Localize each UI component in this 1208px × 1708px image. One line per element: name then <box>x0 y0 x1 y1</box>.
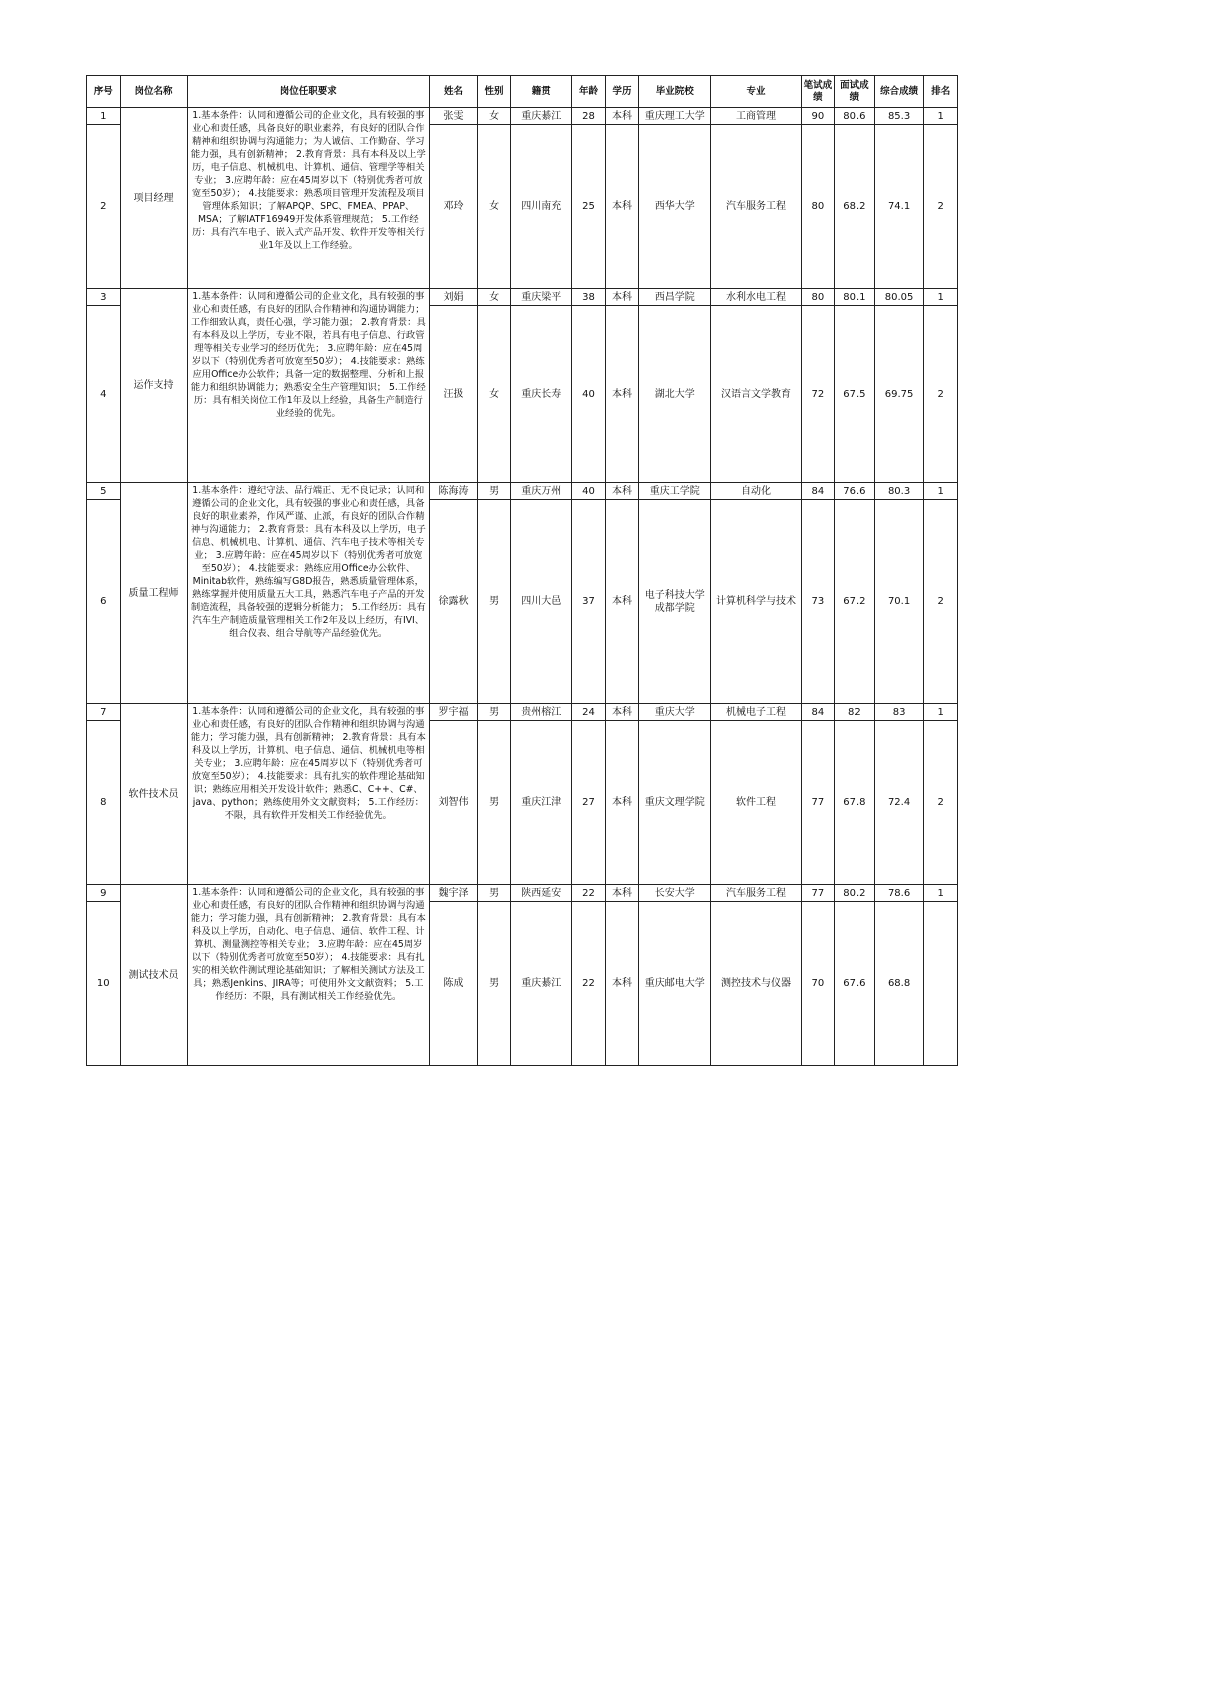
interview-score: 67.8 <box>835 721 875 885</box>
candidate-name: 汪扱 <box>430 306 478 483</box>
candidate-origin: 重庆江津 <box>511 721 572 885</box>
candidate-school: 西昌学院 <box>639 289 711 306</box>
row-no: 1 <box>87 108 121 125</box>
candidate-major: 汉语言文学教育 <box>711 306 801 483</box>
header-rank: 排名 <box>924 76 958 108</box>
interview-score: 80.6 <box>835 108 875 125</box>
interview-score: 67.2 <box>835 500 875 704</box>
header-major: 专业 <box>711 76 801 108</box>
written-score: 84 <box>801 704 835 721</box>
candidate-age: 25 <box>572 125 606 289</box>
written-score: 77 <box>801 721 835 885</box>
written-score: 90 <box>801 108 835 125</box>
candidate-age: 37 <box>572 500 606 704</box>
interview-score: 80.2 <box>835 885 875 902</box>
written-score: 72 <box>801 306 835 483</box>
rank: 1 <box>924 483 958 500</box>
candidate-gender: 男 <box>477 704 511 721</box>
candidate-gender: 女 <box>477 306 511 483</box>
row-no: 8 <box>87 721 121 885</box>
candidate-school: 西华大学 <box>639 125 711 289</box>
rank: 2 <box>924 125 958 289</box>
candidate-name: 魏宇泽 <box>430 885 478 902</box>
candidate-major: 汽车服务工程 <box>711 125 801 289</box>
table-row <box>87 289 958 306</box>
candidate-origin: 四川南充 <box>511 125 572 289</box>
candidate-origin: 重庆梁平 <box>511 289 572 306</box>
rank: 1 <box>924 704 958 721</box>
total-score: 80.3 <box>874 483 924 500</box>
candidate-school: 重庆文理学院 <box>639 721 711 885</box>
interview-score: 76.6 <box>835 483 875 500</box>
candidate-gender: 男 <box>477 902 511 1066</box>
row-no: 10 <box>87 902 121 1066</box>
rank <box>924 902 958 1066</box>
candidate-age: 38 <box>572 289 606 306</box>
candidate-age: 40 <box>572 483 606 500</box>
candidate-major: 水利水电工程 <box>711 289 801 306</box>
candidate-major: 自动化 <box>711 483 801 500</box>
position-requirements: 1.基本条件：遵纪守法、品行端正、无不良记录；认同和遵循公司的企业文化，具有较强的事业心和责任感，具备良好的职业素养，作风严谨、止派，有良好的团队合作精神与沟通能力； 2.教育背景：具有本科及以上学历，电子信息、机械机电、计算机、通信、汽车电子技术等相关专业； 3.应聘年龄：应在45周岁以下（特别优秀者可放宽至50岁）； 4.技能要求：熟练应用Office办公软件、Minitab软件，熟练编写G8D报告，熟悉质量管理体系，熟练掌握并使用质量五大工具，熟悉汽车电子产品的开发制造流程，具备较强的逻辑分析能力； 5.工作经历：具有汽车生产制造质量管理相关工作2年及以上经历，有IVI、组合仪表、组合导航等产品经验优先。 <box>187 483 430 704</box>
candidate-degree: 本科 <box>605 902 639 1066</box>
row-no: 5 <box>87 483 121 500</box>
candidate-major: 测控技术与仪器 <box>711 902 801 1066</box>
candidate-school: 重庆大学 <box>639 704 711 721</box>
candidate-major: 工商管理 <box>711 108 801 125</box>
position-requirements: 1.基本条件：认同和遵循公司的企业文化，具有较强的事业心和责任感，有良好的团队合作精神和组织协调与沟通能力；学习能力强，具有创新精神； 2.教育背景：具有本科及以上学历，自动化、电子信息、通信、软件工程、计算机、测量测控等相关专业； 3.应聘年龄：应在45周岁以下（特别优秀者可放宽至50岁）； 4.技能要求：具有扎实的相关软件测试理论基础知识；了解相关测试方法及工具；熟悉Jenkins、JIRA等；可使用外文文献资料； 5.工作经历：不限，具有测试相关工作经验优先。 <box>187 885 430 1066</box>
total-score: 83 <box>874 704 924 721</box>
header-position: 岗位名称 <box>120 76 187 108</box>
written-score: 84 <box>801 483 835 500</box>
interview-score: 67.5 <box>835 306 875 483</box>
candidate-origin: 重庆长寿 <box>511 306 572 483</box>
header-name: 姓名 <box>430 76 478 108</box>
position-title: 运作支持 <box>120 289 187 483</box>
candidate-school: 湖北大学 <box>639 306 711 483</box>
total-score: 69.75 <box>874 306 924 483</box>
written-score: 77 <box>801 885 835 902</box>
candidate-major: 汽车服务工程 <box>711 885 801 902</box>
candidate-degree: 本科 <box>605 125 639 289</box>
candidate-name: 陈海涛 <box>430 483 478 500</box>
candidate-gender: 男 <box>477 483 511 500</box>
candidate-degree: 本科 <box>605 721 639 885</box>
candidate-name: 邓玲 <box>430 125 478 289</box>
row-no: 3 <box>87 289 121 306</box>
candidate-origin: 重庆万州 <box>511 483 572 500</box>
header-written-score: 笔试成绩 <box>801 76 835 108</box>
candidate-age: 22 <box>572 902 606 1066</box>
row-no: 7 <box>87 704 121 721</box>
candidate-name: 陈成 <box>430 902 478 1066</box>
written-score: 70 <box>801 902 835 1066</box>
total-score: 68.8 <box>874 902 924 1066</box>
row-no: 2 <box>87 125 121 289</box>
candidate-name: 罗宇福 <box>430 704 478 721</box>
row-no: 9 <box>87 885 121 902</box>
table-row <box>87 483 958 500</box>
candidate-degree: 本科 <box>605 483 639 500</box>
candidate-degree: 本科 <box>605 289 639 306</box>
written-score: 73 <box>801 500 835 704</box>
candidate-gender: 女 <box>477 108 511 125</box>
candidate-name: 刘智伟 <box>430 721 478 885</box>
rank: 2 <box>924 306 958 483</box>
candidate-age: 27 <box>572 721 606 885</box>
candidate-school: 长安大学 <box>639 885 711 902</box>
written-score: 80 <box>801 125 835 289</box>
table-row <box>87 885 958 902</box>
interview-score: 82 <box>835 704 875 721</box>
header-age: 年龄 <box>572 76 606 108</box>
candidate-degree: 本科 <box>605 885 639 902</box>
interview-score: 80.1 <box>835 289 875 306</box>
header-interview-score: 面试成绩 <box>835 76 875 108</box>
table-row <box>87 108 958 125</box>
candidate-name: 张雯 <box>430 108 478 125</box>
candidate-degree: 本科 <box>605 108 639 125</box>
candidate-age: 28 <box>572 108 606 125</box>
total-score: 78.6 <box>874 885 924 902</box>
header-total-score: 综合成绩 <box>874 76 924 108</box>
candidate-major: 机械电子工程 <box>711 704 801 721</box>
candidate-origin: 陕西延安 <box>511 885 572 902</box>
candidate-degree: 本科 <box>605 306 639 483</box>
candidate-age: 22 <box>572 885 606 902</box>
table-row <box>87 704 958 721</box>
candidate-school: 重庆工学院 <box>639 483 711 500</box>
candidate-major: 计算机科学与技术 <box>711 500 801 704</box>
candidate-age: 40 <box>572 306 606 483</box>
row-no: 6 <box>87 500 121 704</box>
header-degree: 学历 <box>605 76 639 108</box>
position-requirements: 1.基本条件：认同和遵循公司的企业文化，具有较强的事业心和责任感，有良好的团队合作精神和组织协调与沟通能力；学习能力强，具有创新精神； 2.教育背景：具有本科及以上学历，计算机、电子信息、通信、机械机电等相关专业； 3.应聘年龄：应在45周岁以下（特别优秀者可放宽至50岁）； 4.技能要求：具有扎实的软件理论基础知识；熟练应用相关开发设计软件；熟悉C、C++、C#、java、python；熟练使用外文文献资料； 5.工作经历：不限，具有软件开发相关工作经验优先。 <box>187 704 430 885</box>
rank: 2 <box>924 500 958 704</box>
total-score: 80.05 <box>874 289 924 306</box>
header-school: 毕业院校 <box>639 76 711 108</box>
candidate-origin: 贵州榕江 <box>511 704 572 721</box>
candidate-school: 重庆邮电大学 <box>639 902 711 1066</box>
candidate-major: 软件工程 <box>711 721 801 885</box>
candidate-gender: 女 <box>477 289 511 306</box>
candidate-name: 徐露秋 <box>430 500 478 704</box>
rank: 2 <box>924 721 958 885</box>
rank: 1 <box>924 289 958 306</box>
header-origin: 籍贯 <box>511 76 572 108</box>
candidate-score-table <box>86 75 958 1066</box>
candidate-degree: 本科 <box>605 500 639 704</box>
written-score: 80 <box>801 289 835 306</box>
position-title: 质量工程师 <box>120 483 187 704</box>
rank: 1 <box>924 885 958 902</box>
candidate-name: 刘娟 <box>430 289 478 306</box>
total-score: 74.1 <box>874 125 924 289</box>
header-gender: 性别 <box>477 76 511 108</box>
candidate-school: 重庆理工大学 <box>639 108 711 125</box>
position-requirements: 1.基本条件：认同和遵循公司的企业文化，具有较强的事业心和责任感，有良好的团队合作精神和沟通协调能力；工作细致认真，责任心强，学习能力强； 2.教育背景：具有本科及以上学历，专业不限，若具有电子信息、行政管理等相关专业学习的经历优先； 3.应聘年龄：应在45周岁以下（特别优秀者可放宽至50岁）； 4.技能要求：熟练应用Office办公软件；具备一定的数据整理、分析和上报能力和组织协调能力；熟悉安全生产管理知识； 5.工作经历：具有相关岗位工作1年及以上经验，具备生产制造行业经验的优先。 <box>187 289 430 483</box>
candidate-origin: 重庆綦江 <box>511 902 572 1066</box>
position-title: 软件技术员 <box>120 704 187 885</box>
position-title: 项目经理 <box>120 108 187 289</box>
candidate-gender: 男 <box>477 721 511 885</box>
candidate-school: 电子科技大学成都学院 <box>639 500 711 704</box>
header-requirements: 岗位任职要求 <box>187 76 430 108</box>
total-score: 72.4 <box>874 721 924 885</box>
candidate-degree: 本科 <box>605 704 639 721</box>
candidate-gender: 女 <box>477 125 511 289</box>
rank: 1 <box>924 108 958 125</box>
interview-score: 68.2 <box>835 125 875 289</box>
candidate-gender: 男 <box>477 500 511 704</box>
header-row <box>87 76 958 108</box>
candidate-origin: 重庆綦江 <box>511 108 572 125</box>
interview-score: 67.6 <box>835 902 875 1066</box>
header-no: 序号 <box>87 76 121 108</box>
row-no: 4 <box>87 306 121 483</box>
total-score: 85.3 <box>874 108 924 125</box>
candidate-gender: 男 <box>477 885 511 902</box>
candidate-origin: 四川大邑 <box>511 500 572 704</box>
position-title: 测试技术员 <box>120 885 187 1066</box>
total-score: 70.1 <box>874 500 924 704</box>
position-requirements: 1.基本条件：认同和遵循公司的企业文化，具有较强的事业心和责任感，具备良好的职业素养，有良好的团队合作精神和组织协调与沟通能力；为人诚信、工作勤奋、学习能力强，具有创新精神； 2.教育背景：具有本科及以上学历，电子信息、机械机电、计算机、通信、管理学等相关专业； 3.应聘年龄：应在45周岁以下（特别优秀者可放宽至50岁）； 4.技能要求：熟悉项目管理开发流程及项目管理体系知识；了解APQP、SPC、FMEA、PPAP、MSA；了解IATF16949开发体系管理规范； 5.工作经历：具有汽车电子、嵌入式产品开发、软件开发等相关行业1年及以上工作经验。 <box>187 108 430 289</box>
candidate-age: 24 <box>572 704 606 721</box>
